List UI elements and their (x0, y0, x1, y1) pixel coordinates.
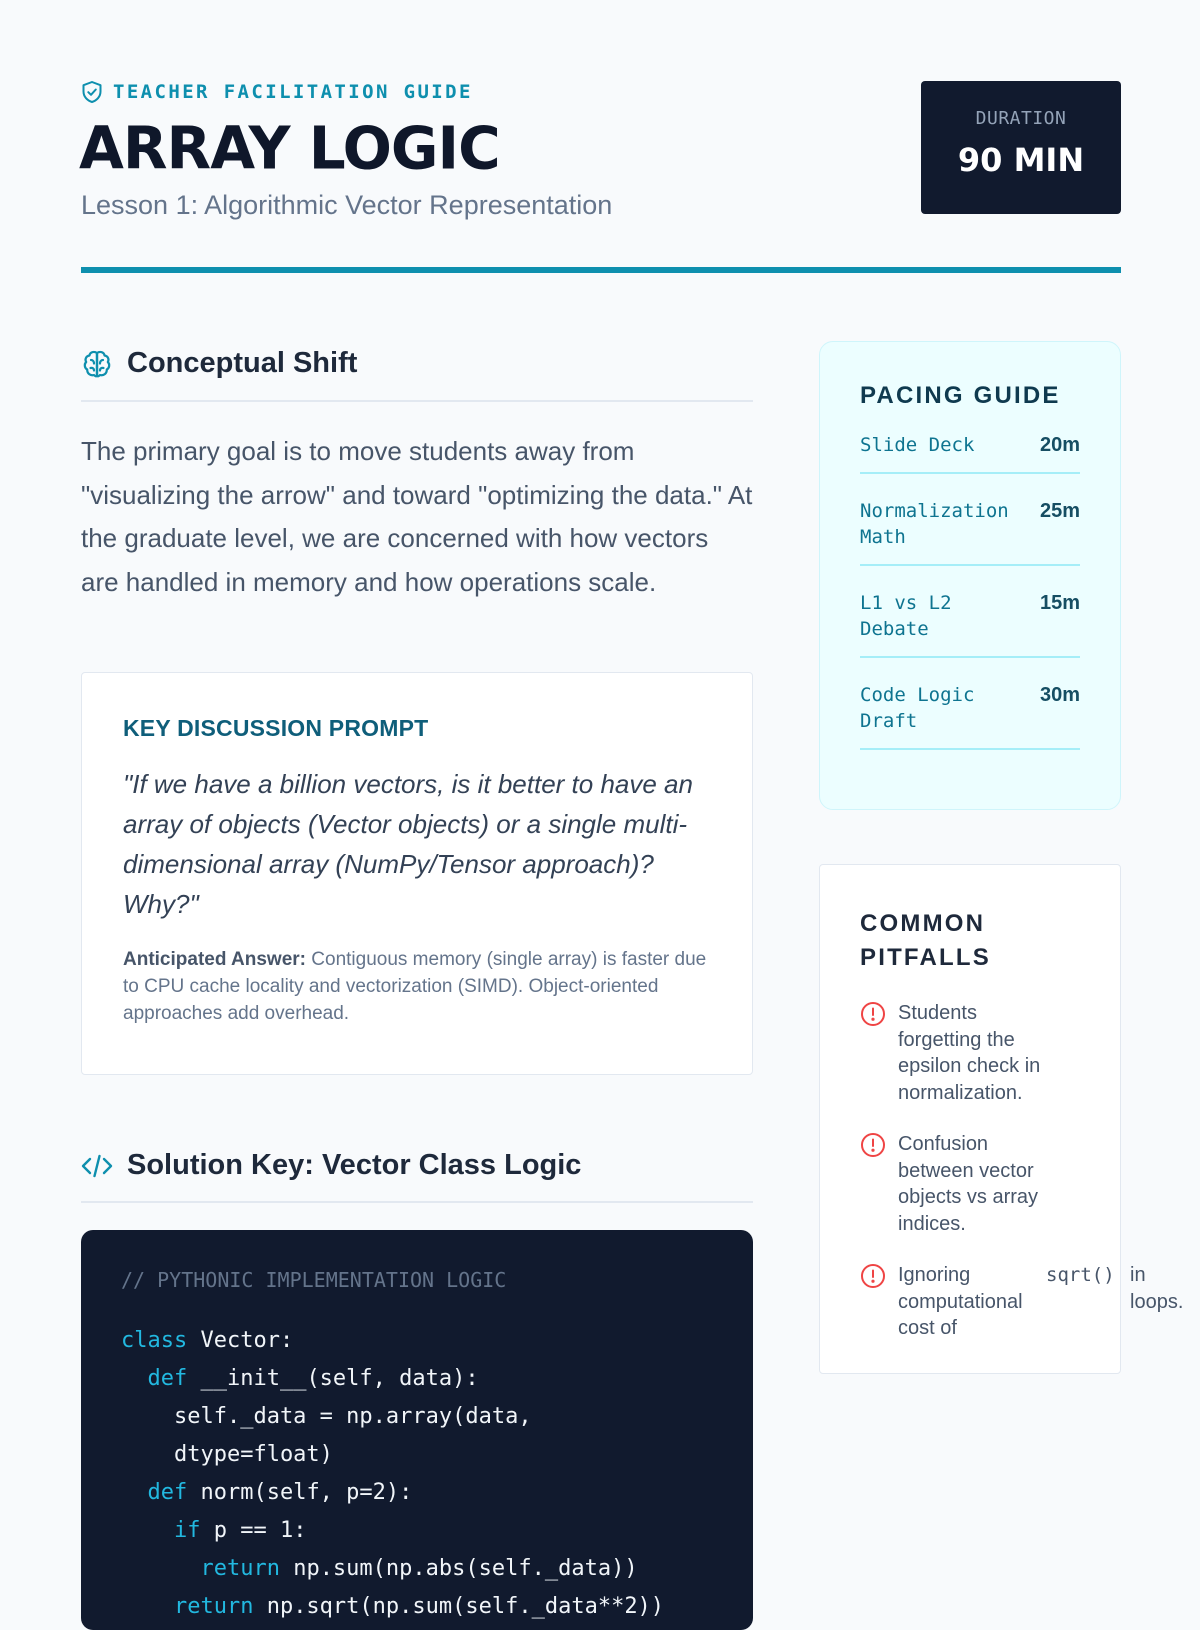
solution-key-title: Solution Key: Vector Class Logic (127, 1149, 582, 1181)
conceptual-shift-title: Conceptual Shift (127, 347, 358, 379)
duration-value: 90 MIN (957, 141, 1085, 179)
code-comment: // PYTHONIC IMPLEMENTATION LOGIC (121, 1268, 507, 1292)
pitfall-code: sqrt() (1046, 1264, 1115, 1286)
alert-circle-icon (860, 1263, 886, 1289)
pacing-guide-heading: PACING GUIDE (860, 382, 1061, 409)
code-line: def norm(self, p=2): (121, 1480, 413, 1505)
conceptual-shift-body: The primary goal is to move students away from "visualizing the arrow" and toward "optimizing the data." At the graduate level, we are concerned with how vectors are handled in memory and how operations scale. (81, 436, 753, 597)
pacing-row (860, 566, 1080, 658)
pacing-time: 30m (1039, 684, 1080, 706)
brain-icon (81, 348, 113, 380)
discussion-prompt-heading: KEY DISCUSSION PROMPT (123, 715, 429, 741)
pacing-activity: Normalization Math (860, 500, 1009, 548)
section-divider (81, 400, 753, 402)
common-pitfalls-card (819, 864, 1184, 1374)
alert-circle-icon (860, 1001, 886, 1027)
code-line: class Vector: (121, 1328, 294, 1353)
pacing-activity: Slide Deck (860, 434, 975, 456)
code-line: def __init__(self, data): (121, 1366, 479, 1391)
solution-key-header (81, 1149, 753, 1182)
section-divider (81, 1201, 753, 1203)
page-subtitle: Lesson 1: Algorithmic Vector Representation (81, 190, 613, 220)
pitfall-tail: in loops. (1130, 1264, 1184, 1313)
duration-label: DURATION (975, 108, 1067, 129)
code-block (81, 1230, 753, 1630)
anticipated-answer (123, 946, 712, 1027)
pacing-row (860, 658, 1080, 750)
code-line: self._data = np.array(data, (121, 1404, 532, 1429)
pitfall-text: Students forgetting the epsilon check in normalization. (898, 1002, 1041, 1104)
code-lines (121, 1322, 713, 1626)
pitfall-item (860, 1131, 1080, 1237)
code-line: return np.sum(np.abs(self._data)) (121, 1556, 638, 1581)
code-line: if p == 1: (121, 1518, 307, 1543)
discussion-prompt-card (81, 672, 753, 1075)
eyebrow (81, 80, 473, 104)
pacing-guide-card (819, 341, 1121, 810)
discussion-prompt-quote: "If we have a billion vectors, is it better to have an array of objects (Vector objects) or a single multi-dimensional array (NumPy/Tensor approach)? Why?" (123, 769, 693, 919)
eyebrow-label: TEACHER FACILITATION GUIDE (113, 81, 473, 103)
pitfall-text: Confusion between vector objects vs array indices. (898, 1133, 1039, 1235)
shield-check-icon (81, 80, 103, 104)
anticipated-answer-text: Contiguous memory (single array) is faster due to CPU cache locality and vectorization (SIMD). Object-oriented approaches add overhead. (123, 949, 707, 1024)
pitfall-item (860, 1262, 1184, 1342)
pitfall-text-wrap (898, 1262, 1184, 1342)
pacing-row (860, 418, 1080, 474)
code-icon (81, 1150, 113, 1182)
pacing-time: 15m (1039, 592, 1080, 614)
conceptual-shift-header (81, 347, 753, 380)
code-line: dtype=float) (121, 1442, 333, 1467)
alert-circle-icon (860, 1132, 886, 1158)
code-line: return np.sqrt(np.sum(self._data**2)) (121, 1594, 665, 1619)
pacing-activity: Code Logic Draft (860, 684, 975, 732)
pitfall-text: Ignoring computational cost of (898, 1264, 1023, 1339)
pacing-time: 20m (1039, 434, 1080, 456)
page-title: ARRAY LOGIC (79, 113, 500, 183)
pacing-row (860, 474, 1080, 566)
pitfall-item (860, 1000, 1080, 1106)
anticipated-answer-label: Anticipated Answer: (123, 949, 306, 970)
header-divider (81, 267, 1121, 273)
duration-badge (921, 81, 1121, 214)
pacing-time: 25m (1039, 500, 1080, 522)
common-pitfalls-heading: COMMON PITFALLS (860, 910, 991, 971)
pacing-activity: L1 vs L2 Debate (860, 592, 952, 640)
